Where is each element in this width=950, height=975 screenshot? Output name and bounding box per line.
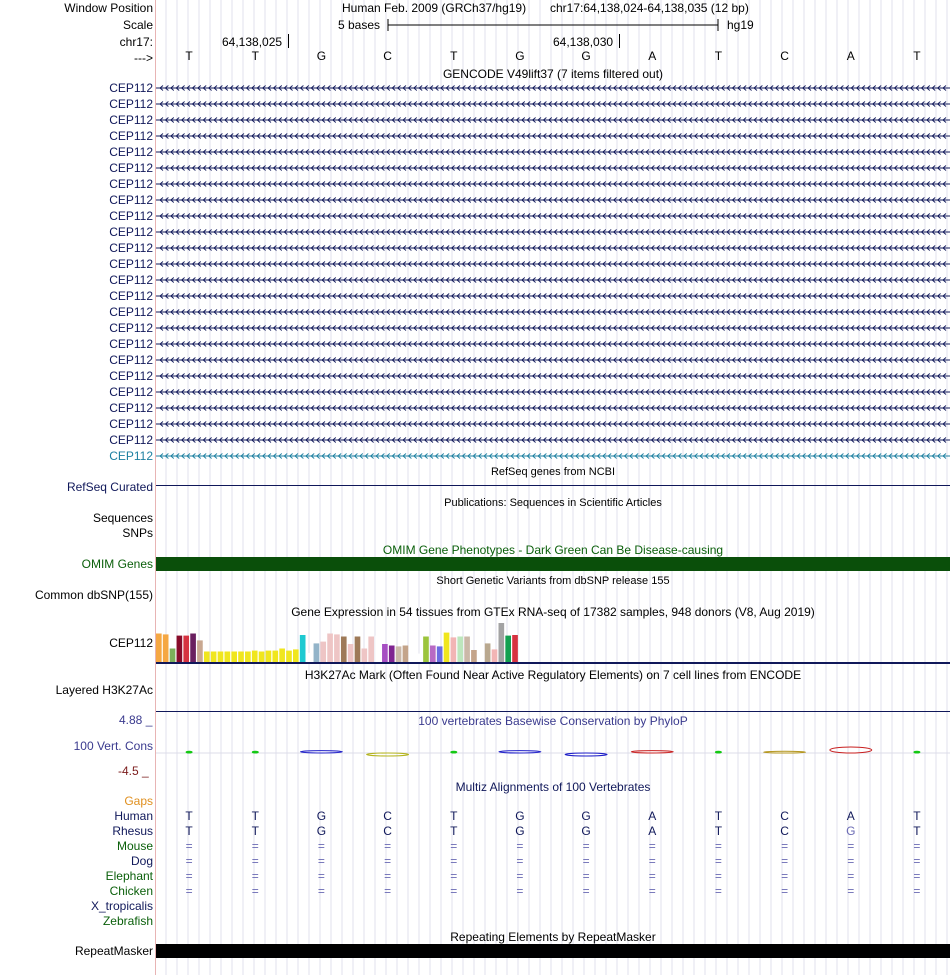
multiz-aligned-base: = bbox=[450, 869, 458, 883]
gtex-track-title: Gene Expression in 54 tissues from GTEx RNA-seq of 17382 samples, 948 donors (V8, Aug 2019) bbox=[291, 605, 815, 619]
multiz-aligned-base: T bbox=[714, 824, 723, 838]
gencode-transcript-label[interactable]: CEP112 bbox=[109, 417, 153, 431]
multiz-aligned-base: = bbox=[781, 884, 789, 898]
phylop-score-mark bbox=[499, 751, 541, 753]
gtex-tissue-bar bbox=[286, 651, 292, 662]
multiz-aligned-base: = bbox=[384, 854, 392, 868]
multiz-aligned-base: = bbox=[516, 854, 524, 868]
multiz-aligned-base: C bbox=[383, 824, 392, 838]
phylop-score-mark bbox=[451, 751, 457, 753]
base-letter: C bbox=[383, 49, 392, 63]
phylop-conservation-plot[interactable] bbox=[156, 728, 950, 778]
gencode-transcript-label[interactable]: CEP112 bbox=[109, 353, 153, 367]
gtex-tissue-bar bbox=[478, 653, 484, 662]
multiz-aligned-base: = bbox=[648, 839, 656, 853]
multiz-aligned-base: = bbox=[847, 839, 855, 853]
gencode-transcript-line bbox=[156, 294, 950, 299]
gtex-tissue-bar bbox=[471, 650, 477, 662]
gtex-tissue-bar bbox=[334, 634, 340, 662]
multiz-species-label[interactable]: X_tropicalis bbox=[90, 899, 153, 913]
scale-label: Scale bbox=[122, 18, 153, 32]
multiz-aligned-base: T bbox=[913, 809, 921, 823]
multiz-aligned-base: = bbox=[384, 869, 392, 883]
gtex-tissue-bar bbox=[348, 644, 354, 662]
multiz-aligned-base: = bbox=[317, 839, 325, 853]
gencode-transcript-line bbox=[156, 358, 950, 363]
multiz-species-label[interactable]: Zebrafish bbox=[102, 914, 153, 928]
strand-label: ---> bbox=[134, 51, 153, 65]
multiz-aligned-base: = bbox=[516, 884, 524, 898]
gtex-tissue-bar bbox=[416, 654, 422, 662]
gtex-tissue-bar bbox=[505, 636, 511, 662]
gencode-transcript-line bbox=[156, 102, 950, 107]
multiz-aligned-base: = bbox=[450, 839, 458, 853]
publications-label-sequences[interactable]: Sequences bbox=[92, 511, 153, 525]
phylop-track-title: 100 vertebrates Basewise Conservation by PhyloP bbox=[418, 714, 688, 728]
multiz-species-label[interactable]: Rhesus bbox=[112, 824, 153, 838]
multiz-aligned-base: = bbox=[714, 839, 722, 853]
dbsnp-track-label[interactable]: Common dbSNP(155) bbox=[34, 588, 153, 602]
multiz-track-title: Multiz Alignments of 100 Vertebrates bbox=[455, 780, 651, 794]
multiz-aligned-base: = bbox=[582, 869, 590, 883]
gtex-tissue-bar bbox=[512, 635, 518, 662]
phylop-score-mark bbox=[830, 747, 872, 753]
multiz-aligned-base: C bbox=[780, 809, 789, 823]
gencode-transcript-label[interactable]: CEP112 bbox=[109, 177, 153, 191]
gencode-transcript-label[interactable]: CEP112 bbox=[109, 113, 153, 127]
multiz-aligned-base: = bbox=[317, 854, 325, 868]
gtex-tissue-bar bbox=[183, 636, 189, 662]
multiz-aligned-base: T bbox=[251, 824, 259, 838]
gencode-transcript-line bbox=[156, 342, 950, 347]
gtex-tissue-bar bbox=[300, 635, 306, 662]
multiz-aligned-base: = bbox=[251, 869, 259, 883]
phylop-score-mark bbox=[300, 751, 342, 753]
refseq-track-title: RefSeq genes from NCBI bbox=[490, 466, 616, 478]
gencode-transcript-label[interactable]: CEP112 bbox=[109, 449, 153, 463]
gtex-tissue-bar bbox=[231, 652, 237, 663]
gtex-tissue-bar bbox=[190, 634, 196, 663]
gencode-transcript-line bbox=[156, 214, 950, 219]
gencode-transcript-label[interactable]: CEP112 bbox=[109, 81, 153, 95]
gtex-expression-bars[interactable] bbox=[156, 619, 950, 665]
gencode-transcript-line bbox=[156, 230, 950, 235]
base-letter: C bbox=[780, 49, 789, 63]
multiz-aligned-base: = bbox=[185, 854, 193, 868]
gencode-transcript-label[interactable]: CEP112 bbox=[109, 257, 153, 271]
gtex-tissue-bar bbox=[266, 651, 272, 662]
multiz-aligned-base: = bbox=[847, 869, 855, 883]
multiz-aligned-base: T bbox=[450, 824, 458, 838]
gencode-transcript-label[interactable]: CEP112 bbox=[109, 305, 153, 319]
gencode-transcript-label[interactable]: CEP112 bbox=[109, 337, 153, 351]
multiz-species-label[interactable]: Dog bbox=[130, 854, 153, 868]
gencode-transcript-label[interactable]: CEP112 bbox=[109, 385, 153, 399]
multiz-aligned-base: = bbox=[913, 884, 921, 898]
gtex-tissue-bar bbox=[519, 635, 525, 662]
gtex-tissue-bar bbox=[238, 652, 244, 663]
scale-text: 5 bases bbox=[338, 18, 381, 32]
multiz-aligned-base: = bbox=[582, 854, 590, 868]
coord-tick-2 bbox=[619, 34, 620, 48]
gencode-transcript-label[interactable]: CEP112 bbox=[109, 129, 153, 143]
gencode-transcript-label[interactable]: CEP112 bbox=[109, 225, 153, 239]
multiz-aligned-base: = bbox=[516, 839, 524, 853]
gtex-tissue-bar bbox=[211, 652, 217, 663]
phylop-score-mark bbox=[186, 751, 192, 753]
multiz-aligned-base: = bbox=[185, 839, 193, 853]
gencode-transcript-label[interactable]: CEP112 bbox=[109, 209, 153, 223]
multiz-aligned-base: = bbox=[317, 869, 325, 883]
base-letter: T bbox=[714, 49, 723, 63]
phylop-track-label[interactable]: 100 Vert. Cons bbox=[73, 739, 153, 753]
gtex-tissue-bar bbox=[341, 637, 347, 663]
gtex-tissue-bar bbox=[382, 644, 388, 662]
coord-label-2: 64,138,030 bbox=[553, 35, 614, 49]
gtex-tissue-bar bbox=[409, 647, 415, 662]
multiz-aligned-base: = bbox=[714, 884, 722, 898]
multiz-aligned-base: A bbox=[846, 809, 855, 823]
multiz-aligned-base: = bbox=[781, 869, 789, 883]
gencode-transcript-label[interactable]: CEP112 bbox=[109, 241, 153, 255]
gtex-tissue-bar bbox=[225, 652, 231, 663]
chrom-label: chr17: bbox=[119, 35, 153, 49]
multiz-aligned-base: = bbox=[450, 854, 458, 868]
multiz-aligned-base: = bbox=[450, 884, 458, 898]
repeatmasker-track-title: Repeating Elements by RepeatMasker bbox=[450, 930, 656, 944]
phylop-score-mark bbox=[631, 751, 673, 753]
dbsnp-track-title: Short Genetic Variants from dbSNP release 155 bbox=[436, 575, 670, 587]
base-letter: G bbox=[581, 49, 591, 63]
omim-gene-bar[interactable] bbox=[156, 557, 950, 571]
gtex-tissue-bar bbox=[163, 634, 169, 662]
publications-label-snps[interactable]: SNPs bbox=[122, 526, 153, 540]
multiz-aligned-base: T bbox=[450, 809, 458, 823]
h3k27ac-baseline bbox=[156, 711, 950, 712]
gencode-transcript-label[interactable]: CEP112 bbox=[109, 193, 153, 207]
base-letter: T bbox=[251, 49, 259, 63]
gencode-transcript-line bbox=[156, 422, 950, 427]
multiz-aligned-base: = bbox=[251, 839, 259, 853]
multiz-aligned-base: = bbox=[714, 869, 722, 883]
gencode-transcript-label[interactable]: CEP112 bbox=[109, 369, 153, 383]
gencode-transcript-line bbox=[156, 198, 950, 203]
gencode-transcript-label[interactable]: CEP112 bbox=[109, 433, 153, 447]
gtex-tissue-bar bbox=[314, 643, 320, 662]
gtex-tissue-bar bbox=[396, 646, 402, 662]
phylop-max-label: 4.88 _ bbox=[119, 713, 153, 727]
base-letter: T bbox=[913, 49, 921, 63]
h3k27ac-track-title: H3K27Ac Mark (Often Found Near Active Regulatory Elements) on 7 cell lines from ENCODE bbox=[304, 668, 802, 682]
coord-tick-1 bbox=[288, 34, 289, 48]
gencode-track-title: GENCODE V49lift37 (7 items filtered out) bbox=[442, 67, 664, 81]
multiz-species-label[interactable]: Human bbox=[114, 809, 153, 823]
repeatmasker-bar[interactable] bbox=[156, 944, 950, 958]
gtex-tissue-bar bbox=[423, 637, 429, 663]
phylop-score-mark bbox=[252, 751, 258, 753]
multiz-aligned-base: = bbox=[317, 884, 325, 898]
gtex-tissue-bar bbox=[375, 636, 381, 662]
repeatmasker-track-label[interactable]: RepeatMasker bbox=[74, 944, 153, 958]
gencode-transcript-line bbox=[156, 262, 950, 267]
multiz-aligned-base: A bbox=[648, 809, 657, 823]
multiz-aligned-base: = bbox=[251, 884, 259, 898]
multiz-aligned-base: A bbox=[648, 824, 657, 838]
phylop-score-mark bbox=[764, 751, 806, 753]
multiz-aligned-base: T bbox=[913, 824, 921, 838]
scale-db: hg19 bbox=[727, 18, 754, 32]
gencode-transcript-line bbox=[156, 166, 950, 171]
gencode-transcript-label[interactable]: CEP112 bbox=[109, 321, 153, 335]
multiz-aligned-base: G bbox=[581, 824, 591, 838]
multiz-aligned-base: = bbox=[384, 839, 392, 853]
omim-track-title: OMIM Gene Phenotypes - Dark Green Can Be Disease-causing bbox=[382, 543, 724, 557]
base-letter: A bbox=[846, 49, 855, 63]
gtex-tissue-bar bbox=[355, 637, 361, 663]
multiz-aligned-base: = bbox=[185, 884, 193, 898]
multiz-aligned-base: = bbox=[582, 839, 590, 853]
multiz-aligned-base: = bbox=[251, 854, 259, 868]
base-letter: T bbox=[450, 49, 458, 63]
multiz-aligned-base: = bbox=[582, 884, 590, 898]
gtex-tissue-bar bbox=[245, 652, 251, 663]
gencode-transcript-line bbox=[156, 278, 950, 283]
phylop-score-mark bbox=[565, 753, 607, 756]
gencode-transcript-label[interactable]: CEP112 bbox=[109, 97, 153, 111]
multiz-aligned-base: G bbox=[581, 809, 591, 823]
gtex-tissue-bar bbox=[457, 637, 463, 663]
publications-track-title: Publications: Sequences in Scientific Articles bbox=[444, 497, 662, 509]
gencode-transcript-line bbox=[156, 390, 950, 395]
multiz-aligned-base: = bbox=[913, 854, 921, 868]
refseq-track-label[interactable]: RefSeq Curated bbox=[66, 480, 153, 494]
gencode-transcript-line bbox=[156, 150, 950, 155]
gencode-transcript-line bbox=[156, 86, 950, 91]
multiz-aligned-base: = bbox=[648, 854, 656, 868]
gencode-transcript-line bbox=[156, 438, 950, 443]
multiz-aligned-base: = bbox=[781, 854, 789, 868]
assembly-text: Human Feb. 2009 (GRCh37/hg19) bbox=[342, 1, 527, 15]
gencode-transcript-label[interactable]: CEP112 bbox=[109, 273, 153, 287]
gtex-tissue-bar bbox=[279, 649, 285, 663]
multiz-aligned-base: = bbox=[847, 884, 855, 898]
multiz-aligned-base: G bbox=[846, 824, 856, 838]
gencode-transcript-label[interactable]: CEP112 bbox=[109, 145, 153, 159]
gencode-transcript-line bbox=[156, 118, 950, 123]
gencode-transcript-line bbox=[156, 246, 950, 251]
multiz-aligned-base: = bbox=[648, 884, 656, 898]
gencode-transcript-line bbox=[156, 310, 950, 315]
gencode-transcript-line bbox=[156, 326, 950, 331]
base-letter: T bbox=[185, 49, 193, 63]
gtex-tissue-bar bbox=[170, 649, 176, 663]
multiz-aligned-base: T bbox=[714, 809, 723, 823]
base-letter: A bbox=[648, 49, 657, 63]
multiz-aligned-base: = bbox=[516, 869, 524, 883]
gtex-tissue-bar bbox=[272, 651, 278, 662]
multiz-aligned-base: = bbox=[913, 869, 921, 883]
gtex-tissue-bar bbox=[259, 652, 265, 663]
window-position-label: Window Position bbox=[64, 1, 153, 15]
multiz-aligned-base: = bbox=[847, 854, 855, 868]
multiz-gaps-label[interactable]: Gaps bbox=[124, 794, 153, 808]
multiz-aligned-base: = bbox=[913, 839, 921, 853]
gtex-tissue-bar bbox=[444, 633, 450, 662]
gtex-tissue-bar bbox=[451, 637, 457, 662]
gtex-tissue-bar bbox=[252, 651, 258, 662]
phylop-score-mark bbox=[914, 751, 920, 753]
gtex-tissue-bar bbox=[389, 646, 395, 663]
gencode-transcript-line bbox=[156, 374, 950, 379]
gencode-transcript-line bbox=[156, 182, 950, 187]
gtex-tissue-bar bbox=[327, 634, 333, 663]
multiz-aligned-base: G bbox=[515, 809, 525, 823]
gtex-tissue-bar bbox=[293, 649, 299, 662]
multiz-species-label[interactable]: Mouse bbox=[116, 839, 153, 853]
multiz-species-label[interactable]: Chicken bbox=[109, 884, 153, 898]
phylop-score-mark bbox=[367, 753, 409, 756]
scale-bar bbox=[387, 17, 720, 33]
gencode-transcripts[interactable] bbox=[156, 80, 950, 464]
base-letter: G bbox=[515, 49, 525, 63]
gtex-tissue-bar bbox=[204, 652, 210, 663]
gtex-tissue-bar bbox=[177, 636, 183, 662]
gtex-tissue-bar bbox=[368, 637, 374, 663]
refseq-gene-line[interactable] bbox=[156, 485, 950, 486]
gtex-tissue-bar bbox=[320, 642, 326, 662]
gtex-tissue-bar bbox=[437, 646, 443, 662]
gencode-transcript-label[interactable]: CEP112 bbox=[109, 289, 153, 303]
multiz-aligned-base: = bbox=[384, 884, 392, 898]
multiz-aligned-base: T bbox=[251, 809, 259, 823]
omim-track-label[interactable]: OMIM Genes bbox=[81, 557, 153, 571]
gtex-tissue-bar bbox=[362, 649, 368, 663]
gtex-track-label[interactable]: CEP112 bbox=[109, 636, 153, 650]
gencode-transcript-line bbox=[156, 454, 950, 459]
multiz-species-label[interactable]: Elephant bbox=[105, 869, 153, 883]
multiz-aligned-base: C bbox=[780, 824, 789, 838]
gtex-tissue-bar bbox=[156, 634, 162, 663]
base-letter: G bbox=[316, 49, 327, 63]
multiz-aligned-base: T bbox=[185, 809, 193, 823]
position-text: chr17:64,138,024-64,138,035 (12 bp) bbox=[550, 1, 749, 15]
phylop-score-mark bbox=[715, 751, 721, 753]
gencode-transcript-label[interactable]: CEP112 bbox=[109, 161, 153, 175]
multiz-aligned-base: = bbox=[648, 869, 656, 883]
multiz-aligned-base: G bbox=[316, 824, 327, 838]
gtex-tissue-bar bbox=[492, 649, 498, 662]
gtex-gene-line bbox=[156, 662, 950, 664]
coord-label-1: 64,138,025 bbox=[222, 35, 283, 49]
multiz-aligned-base: = bbox=[714, 854, 722, 868]
gencode-transcript-label[interactable]: CEP112 bbox=[109, 401, 153, 415]
multiz-aligned-base: G bbox=[515, 824, 525, 838]
gencode-transcript-line bbox=[156, 406, 950, 411]
multiz-aligned-base: = bbox=[781, 839, 789, 853]
gtex-tissue-bar bbox=[197, 640, 203, 662]
phylop-min-label: -4.5 _ bbox=[118, 764, 149, 778]
gtex-tissue-bar bbox=[464, 637, 470, 663]
multiz-aligned-base: T bbox=[185, 824, 193, 838]
gtex-tissue-bar bbox=[485, 643, 491, 662]
gtex-tissue-bar bbox=[403, 646, 409, 663]
multiz-aligned-base: = bbox=[185, 869, 193, 883]
h3k27ac-track-label[interactable]: Layered H3K27Ac bbox=[55, 683, 153, 697]
gtex-tissue-bar bbox=[430, 646, 436, 663]
multiz-aligned-base: G bbox=[316, 809, 327, 823]
gtex-tissue-bar bbox=[499, 623, 505, 662]
gencode-transcript-line bbox=[156, 134, 950, 139]
gtex-tissue-bar bbox=[218, 652, 224, 663]
gtex-tissue-bar bbox=[307, 653, 313, 662]
multiz-aligned-base: C bbox=[383, 809, 392, 823]
